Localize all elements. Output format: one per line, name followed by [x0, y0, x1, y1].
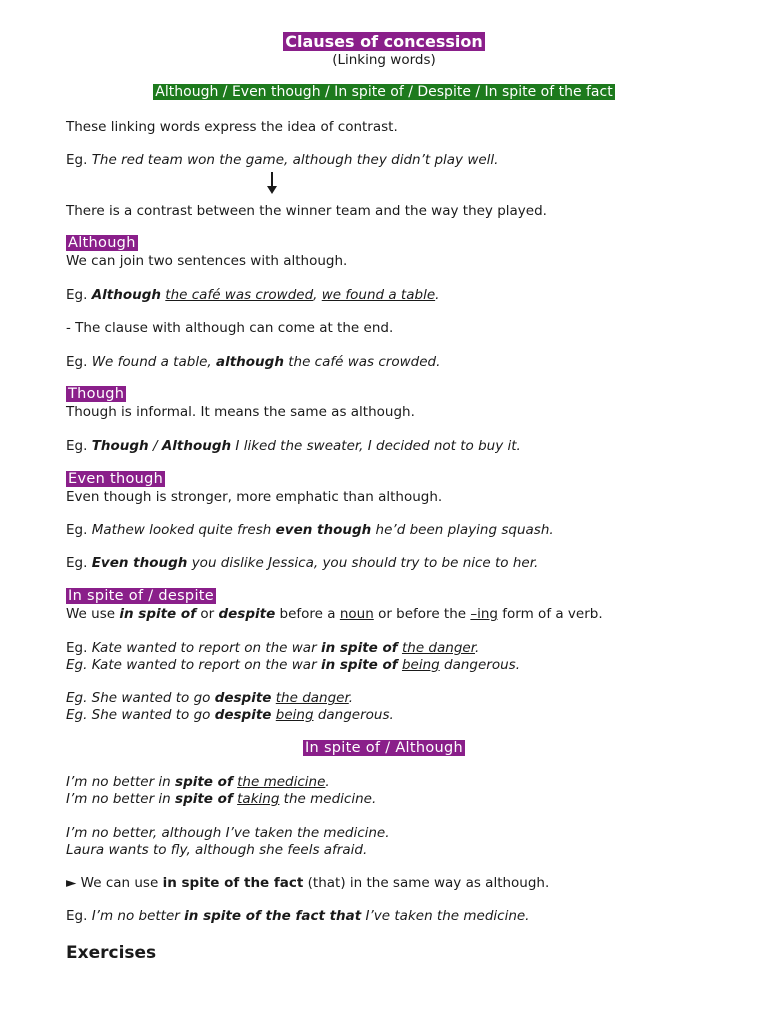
example-text: Laura wants to fly, although she feels afraid. — [66, 842, 368, 858]
tip-text: ► We can use — [66, 875, 163, 891]
example-line — [66, 690, 353, 707]
eg-prefix: Eg. — [66, 640, 92, 656]
eg-prefix: Eg. — [66, 555, 92, 571]
example-line — [66, 152, 498, 169]
section-desc: Even though is stronger, more emphatic than although. — [66, 489, 443, 505]
tip-line — [66, 875, 549, 892]
punct: , — [313, 287, 322, 303]
example-line — [66, 438, 521, 455]
example-line — [66, 640, 479, 657]
section-in-spite-of — [66, 588, 216, 605]
clause: the café was crowded — [165, 287, 314, 303]
text: or before the — [373, 606, 471, 622]
clause: we found a table — [321, 287, 436, 303]
section-desc — [66, 606, 603, 623]
underlined-term: the danger — [401, 640, 475, 656]
punct: . — [348, 690, 354, 706]
underlined-term: being — [275, 707, 314, 723]
example-text: I liked the sweater, I decided not to buy it. — [231, 438, 521, 454]
punct: . — [475, 640, 480, 656]
text: We use — [66, 606, 120, 622]
keyword: in spite of — [320, 640, 398, 656]
eg-prefix: Eg. — [66, 522, 92, 538]
keyword: despite — [214, 707, 272, 723]
section-even-though — [66, 471, 165, 488]
section-heading: Even though — [68, 471, 164, 487]
example-text: We found a table, — [91, 354, 216, 370]
text: form of a verb. — [498, 606, 603, 622]
example-line — [66, 842, 367, 859]
eg-prefix: Eg. — [66, 908, 92, 924]
example-text: dangerous. — [313, 707, 394, 723]
underlined-term: the medicine — [237, 774, 326, 790]
example-line — [66, 555, 538, 572]
eg-prefix: Eg. — [66, 287, 92, 303]
keyword: spite of — [175, 791, 233, 807]
section-though — [66, 386, 126, 403]
keyword: in spite of the fact — [162, 875, 304, 891]
keyword: even though — [275, 522, 372, 538]
example-line — [66, 522, 554, 539]
text: or — [196, 606, 219, 622]
tip-text: (that) in the same way as although. — [303, 875, 550, 891]
title-block — [0, 32, 768, 51]
example-text: the medicine. — [279, 791, 377, 807]
example-text: The red team won the game, although they didn’t play well. — [91, 152, 499, 168]
exercises-heading: Exercises — [66, 943, 157, 963]
example-text: Kate wanted to report on the war — [91, 657, 321, 673]
punct: / — [148, 438, 162, 454]
eg-prefix: Eg. — [66, 354, 92, 370]
keyword: Even though — [91, 555, 188, 571]
example-line — [66, 287, 439, 304]
example-text: Eg. She wanted to go — [66, 690, 215, 706]
underlined-term: the danger — [275, 690, 349, 706]
text: before a — [275, 606, 340, 622]
page-title: Clauses of concession — [285, 32, 483, 51]
example-line — [66, 908, 529, 925]
underlined-term: noun — [339, 606, 374, 622]
section-heading: In spite of / Although — [304, 740, 464, 756]
example-text: I’ve taken the medicine. — [361, 908, 530, 924]
intro-text: These linking words express the idea of contrast. — [66, 119, 398, 135]
example-line — [66, 657, 520, 674]
example-text: I’m no better in — [66, 791, 176, 807]
example-line — [66, 707, 394, 724]
section-desc: We can join two sentences with although. — [66, 253, 348, 269]
example-text: Mathew looked quite fresh — [91, 522, 276, 538]
keyword: Although — [161, 438, 232, 454]
example-line — [66, 825, 390, 842]
example-text: I’m no better — [91, 908, 185, 924]
keyword: spite of — [175, 774, 233, 790]
linking-words-banner: Although / Even though / In spite of / Despite / In spite of the fact — [155, 84, 613, 100]
eg-prefix: Eg. — [66, 152, 92, 168]
banner-block — [0, 84, 768, 100]
keyword: in spite of the fact that — [184, 908, 362, 924]
keyword: despite — [218, 606, 276, 622]
keyword: Although — [91, 287, 161, 303]
underlined-term: taking — [237, 791, 280, 807]
example-text: I’m no better, although I’ve taken the medicine. — [66, 825, 390, 841]
keyword: in spite of — [119, 606, 197, 622]
punct: . — [325, 774, 330, 790]
page-subtitle: (Linking words) — [332, 52, 436, 68]
eg-prefix: Eg. — [66, 438, 92, 454]
section-heading: Although — [68, 235, 136, 251]
section-although — [66, 235, 138, 252]
example-text: the café was crowded. — [283, 354, 441, 370]
note-text: - The clause with although can come at the end. — [66, 320, 394, 336]
section-heading: Though — [68, 386, 125, 402]
punct: . — [435, 287, 440, 303]
example-text: he’d been playing squash. — [371, 522, 554, 538]
keyword: in spite of — [320, 657, 398, 673]
section-heading: In spite of / despite — [68, 588, 214, 604]
example-text: you dislike Jessica, you should try to be nice to her. — [187, 555, 539, 571]
example-text: Eg. She wanted to go — [66, 707, 215, 723]
arrow-head-icon — [267, 186, 277, 194]
example-text: I’m no better in — [66, 774, 176, 790]
eg-prefix: Eg. — [66, 657, 92, 673]
section-compare — [0, 740, 768, 756]
section-desc: Though is informal. It means the same as although. — [66, 404, 415, 420]
example-line — [66, 774, 330, 791]
contrast-text: There is a contrast between the winner team and the way they played. — [66, 203, 547, 219]
underlined-term: being — [401, 657, 440, 673]
underlined-term: –ing — [470, 606, 498, 622]
keyword: despite — [214, 690, 272, 706]
example-line — [66, 354, 440, 371]
example-text: dangerous. — [439, 657, 520, 673]
example-line — [66, 791, 376, 808]
example-text: Kate wanted to report on the war — [91, 640, 321, 656]
keyword: although — [215, 354, 284, 370]
keyword: Though — [91, 438, 149, 454]
